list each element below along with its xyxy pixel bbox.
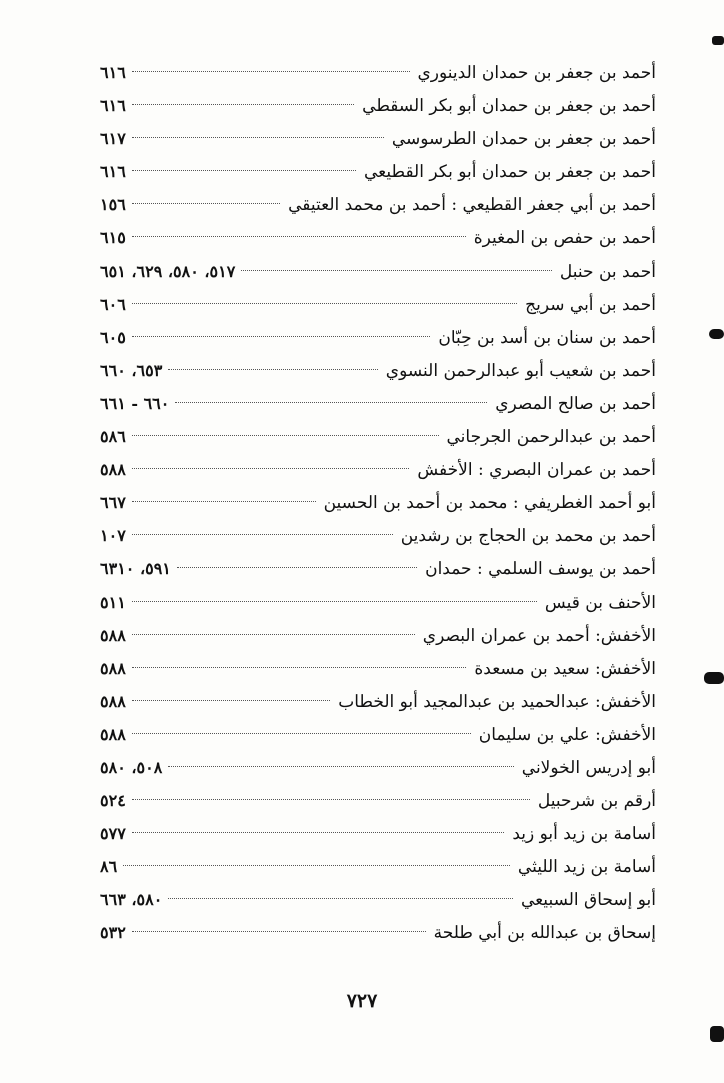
entry-pages: ٥٨٨	[100, 724, 126, 744]
entry-pages: ٥٨٦	[100, 427, 126, 447]
entry-name: أرقم بن شرحبيل	[537, 791, 656, 812]
entry-name: أحمد بن جعفر بن حمدان أبو بكر القطيعي	[364, 162, 656, 183]
leader-dots	[132, 931, 426, 932]
index-entry	[100, 850, 656, 883]
entry-name: أحمد بن محمد بن الحجاج بن رشدين	[400, 526, 656, 547]
entry-name: أحمد بن سنان بن أسد بن حِبّان	[438, 327, 656, 348]
entry-pages: ٦١٦	[100, 96, 126, 116]
entry-name: أحمد بن يوسف السلمي : حمدان	[425, 559, 656, 580]
entry-name: الأخفش: أحمد بن عمران البصري	[422, 625, 656, 646]
entry-name: أحمد بن أبي سريج	[525, 294, 656, 315]
entry-name: الأخفش: علي بن سليمان	[478, 724, 656, 745]
entry-pages: ٦١٦	[100, 63, 126, 82]
index-entry	[100, 453, 656, 486]
entry-pages: ٦٦٠ - ٦٦١	[100, 393, 170, 413]
entry-pages: ٥١٧، ٥٨٠، ٦٢٩، ٦٥١	[100, 261, 236, 281]
index-entry	[100, 288, 656, 321]
index-entry	[100, 817, 656, 850]
index-entry	[100, 354, 656, 387]
leader-dots	[123, 865, 510, 866]
leader-dots	[132, 104, 354, 105]
leader-dots	[132, 435, 439, 436]
index-entry	[100, 552, 656, 585]
index-entry	[100, 387, 656, 420]
entry-pages: ٥٢٤	[100, 791, 126, 811]
entry-pages: ٦٦٧	[100, 493, 126, 513]
scan-edge-mark	[712, 36, 724, 45]
leader-dots	[132, 634, 415, 635]
index-entry	[100, 652, 656, 685]
entry-pages: ٥٣٢	[100, 923, 126, 943]
entry-pages: ١٠٧	[100, 526, 126, 546]
entry-name: أحمد بن حفص بن المغيرة	[473, 228, 656, 249]
index-entry	[100, 916, 656, 949]
leader-dots	[132, 71, 410, 72]
entry-name: أسامة بن زيد الليثي	[517, 857, 656, 878]
index-entry	[100, 321, 656, 354]
entry-name: أحمد بن جعفر بن حمدان الدينوري	[417, 63, 656, 83]
scan-edge-mark	[704, 672, 724, 684]
leader-dots	[241, 270, 552, 271]
scan-edge-mark	[709, 329, 724, 339]
entry-pages: ٥٨٠، ٦٦٣	[100, 890, 163, 910]
leader-dots	[132, 170, 356, 171]
leader-dots	[175, 402, 487, 403]
index-entry	[100, 519, 656, 552]
entry-pages: ٥١١	[100, 592, 126, 612]
leader-dots	[168, 369, 377, 370]
leader-dots	[132, 733, 471, 734]
entry-name: أحمد بن صالح المصري	[495, 393, 656, 414]
leader-dots	[132, 667, 467, 668]
index-entry	[100, 420, 656, 453]
leader-dots	[132, 534, 393, 535]
entry-name: أحمد بن جعفر بن حمدان أبو بكر السقطي	[362, 96, 656, 117]
leader-dots	[132, 799, 530, 800]
entry-pages: ٦١٦	[100, 162, 126, 182]
index-entry	[100, 89, 656, 122]
leader-dots	[132, 501, 316, 502]
index-entry	[100, 221, 656, 254]
entry-pages: ٥٨٨	[100, 625, 126, 645]
leader-dots	[168, 766, 513, 767]
entry-name: أبو أحمد الغطريفي : محمد بن أحمد بن الحسين	[323, 493, 656, 514]
entry-pages: ١٥٦	[100, 195, 126, 215]
entry-name: أحمد بن أبي جعفر القطيعي : أحمد بن محمد العتيقي	[288, 195, 656, 216]
entry-pages: ٦٠٥	[100, 327, 126, 347]
index-entry	[100, 56, 656, 89]
leader-dots	[168, 898, 513, 899]
entry-pages: ٥٩١، ٦٣١٠	[100, 559, 171, 579]
index-entry	[100, 122, 656, 155]
leader-dots	[132, 700, 330, 701]
entry-pages: ٥٧٧	[100, 824, 126, 844]
index-entry	[100, 155, 656, 188]
leader-dots	[132, 336, 431, 337]
entry-name: أحمد بن عمران البصري : الأخفش	[417, 460, 656, 481]
leader-dots	[132, 236, 466, 237]
entry-name: أحمد بن جعفر بن حمدان الطرسوسي	[391, 129, 656, 150]
index-entry	[100, 619, 656, 652]
index-entry	[100, 255, 656, 288]
leader-dots	[177, 567, 417, 568]
entry-pages: ٦١٥	[100, 228, 126, 248]
index-entry	[100, 486, 656, 519]
entry-pages: ٥٨٨	[100, 691, 126, 711]
entry-name: إسحاق بن عبدالله بن أبي طلحة	[433, 923, 656, 944]
entry-name: الأخفش: سعيد بن مسعدة	[474, 658, 656, 679]
entry-pages: ٥٨٨	[100, 658, 126, 678]
leader-dots	[132, 601, 537, 602]
entry-name: أبو إدريس الخولاني	[521, 757, 656, 778]
leader-dots	[132, 468, 410, 469]
index-list	[100, 56, 656, 950]
entry-pages: ٦٠٦	[100, 294, 126, 314]
index-entry	[100, 751, 656, 784]
entry-name: أبو إسحاق السبيعي	[520, 890, 656, 911]
entry-pages: ٦١٧	[100, 129, 126, 149]
entry-pages: ٨٦	[100, 857, 118, 877]
page-number: ٧٢٧	[346, 990, 378, 1012]
index-entry	[100, 188, 656, 221]
entry-name: الأخفش: عبدالحميد بن عبدالمجيد أبو الخطاب	[338, 691, 656, 712]
entry-name: الأحنف بن قيس	[544, 592, 656, 613]
leader-dots	[132, 137, 384, 138]
entry-pages: ٥٠٨، ٥٨٠	[100, 757, 163, 777]
index-entry	[100, 685, 656, 718]
entry-pages: ٥٨٨	[100, 460, 126, 480]
index-entry	[100, 586, 656, 619]
index-entry	[100, 883, 656, 916]
leader-dots	[132, 832, 505, 833]
entry-name: أسامة بن زيد أبو زيد	[512, 824, 656, 845]
entry-name: أحمد بن شعيب أبو عبدالرحمن النسوي	[385, 360, 656, 381]
index-entry	[100, 718, 656, 751]
entry-name: أحمد بن حنبل	[559, 261, 656, 282]
index-entry	[100, 784, 656, 817]
leader-dots	[132, 303, 517, 304]
entry-name: أحمد بن عبدالرحمن الجرجاني	[446, 427, 656, 448]
entry-pages: ٦٥٣، ٦٦٠	[100, 360, 163, 380]
leader-dots	[132, 203, 280, 204]
scan-edge-mark	[710, 1026, 724, 1042]
